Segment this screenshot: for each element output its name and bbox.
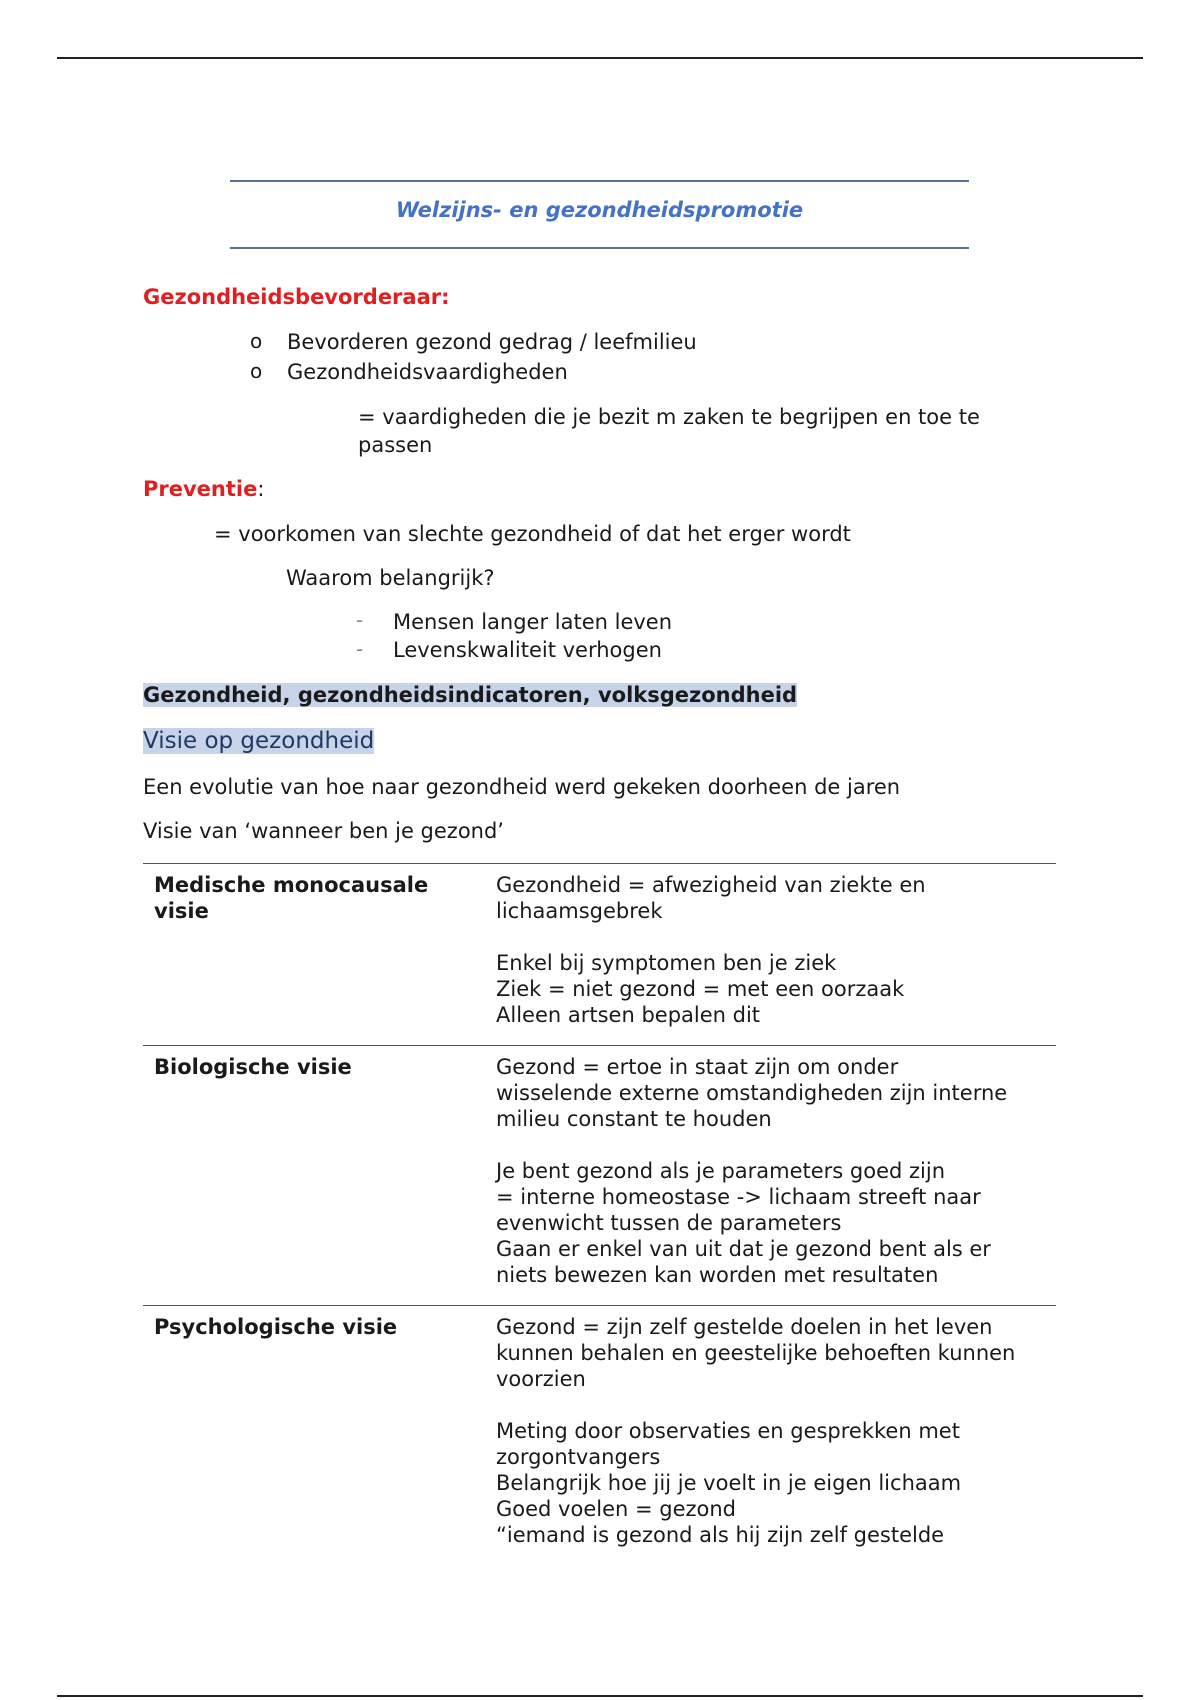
value-line: lichaamsgebrek xyxy=(496,899,663,923)
value-line: = interne homeostase -> lichaam streeft naar xyxy=(496,1185,981,1209)
definition-line: = vaardigheden die je bezit m zaken te begrijpen en toe te xyxy=(358,405,980,429)
value-line: Goed voelen = gezond xyxy=(496,1497,737,1521)
table-row xyxy=(143,1045,1056,1287)
row-key-line: Biologische visie xyxy=(154,1055,352,1079)
intro-question: Visie van ‘wanneer ben je gezond’ xyxy=(143,819,504,843)
value-line: Gezond = ertoe in staat zijn om onder xyxy=(496,1055,899,1079)
value-line: “iemand is gezond als hij zijn zelf gestelde xyxy=(496,1523,945,1547)
value-line: Meting door observaties en gesprekken met xyxy=(496,1419,960,1443)
value-line: Alleen artsen bepalen dit xyxy=(496,1003,761,1027)
subheading-visie xyxy=(143,726,374,756)
bullet-marker: o xyxy=(250,359,263,383)
value-line: Belangrijk hoe jij je voelt in je eigen lichaam xyxy=(496,1471,962,1495)
document-title: Welzijns- en gezondheidspromotie xyxy=(395,198,804,222)
value-line: milieu constant te houden xyxy=(496,1107,772,1131)
value-line: Enkel bij symptomen ben je ziek xyxy=(496,951,837,975)
dash-marker: - xyxy=(356,608,364,632)
value-line: Gezond = zijn zelf gestelde doelen in het leven xyxy=(496,1315,993,1339)
table-row xyxy=(143,863,1056,1027)
heading-preventie xyxy=(143,475,264,503)
value-line: voorzien xyxy=(496,1367,586,1391)
title-rule-bottom xyxy=(230,247,969,249)
row-key xyxy=(154,1314,474,1340)
preventie-colon: : xyxy=(257,477,265,501)
reason-item: Mensen langer laten leven xyxy=(393,610,673,634)
definition-line: passen xyxy=(358,433,433,457)
bullet-item: Gezondheidsvaardigheden xyxy=(287,360,568,384)
value-line: niets bewezen kan worden met resultaten xyxy=(496,1263,939,1287)
reason-item: Levenskwaliteit verhogen xyxy=(393,638,662,662)
row-key-line: visie xyxy=(154,899,209,923)
value-line: evenwicht tussen de parameters xyxy=(496,1211,842,1235)
row-key-line: Medische monocausale xyxy=(154,873,429,897)
row-value xyxy=(496,1314,1056,1548)
value-line: Ziek = niet gezond = met een oorzaak xyxy=(496,977,905,1001)
bullet-marker: o xyxy=(250,329,263,353)
table-row xyxy=(143,1305,1056,1547)
value-line: Gaan er enkel van uit dat je gezond bent als er xyxy=(496,1237,991,1261)
value-line: Je bent gezond als je parameters goed zijn xyxy=(496,1159,946,1183)
bullet-item: Bevorderen gezond gedrag / leefmilieu xyxy=(287,330,697,354)
title-rule-top xyxy=(230,180,969,182)
preventie-question: Waarom belangrijk? xyxy=(286,566,495,590)
subheading-visie-text: Visie op gezondheid xyxy=(143,728,375,754)
value-line: zorgontvangers xyxy=(496,1445,661,1469)
row-key xyxy=(154,1054,474,1080)
preventie-definition: = voorkomen van slechte gezondheid of dat het erger wordt xyxy=(214,522,851,546)
row-key xyxy=(154,872,474,924)
intro-paragraph: Een evolutie van hoe naar gezondheid werd gekeken doorheen de jaren xyxy=(143,775,901,799)
heading-gezondheid-text: Gezondheid, gezondheidsindicatoren, volksgezondheid xyxy=(143,683,798,707)
heading-gezondheid xyxy=(143,681,797,709)
value-line: kunnen behalen en geestelijke behoeften kunnen xyxy=(496,1341,1016,1365)
dash-marker: - xyxy=(356,637,364,661)
preventie-label: Preventie xyxy=(143,477,258,501)
heading-gezondheidsbevorderaar: Gezondheidsbevorderaar: xyxy=(143,285,450,309)
value-line: wisselende externe omstandigheden zijn interne xyxy=(496,1081,1008,1105)
row-value xyxy=(496,1054,1056,1288)
page-top-rule xyxy=(57,57,1143,59)
row-value xyxy=(496,872,1056,1028)
row-key-line: Psychologische visie xyxy=(154,1315,398,1339)
value-line: Gezondheid = afwezigheid van ziekte en xyxy=(496,873,926,897)
page-bottom-rule xyxy=(57,1695,1143,1697)
